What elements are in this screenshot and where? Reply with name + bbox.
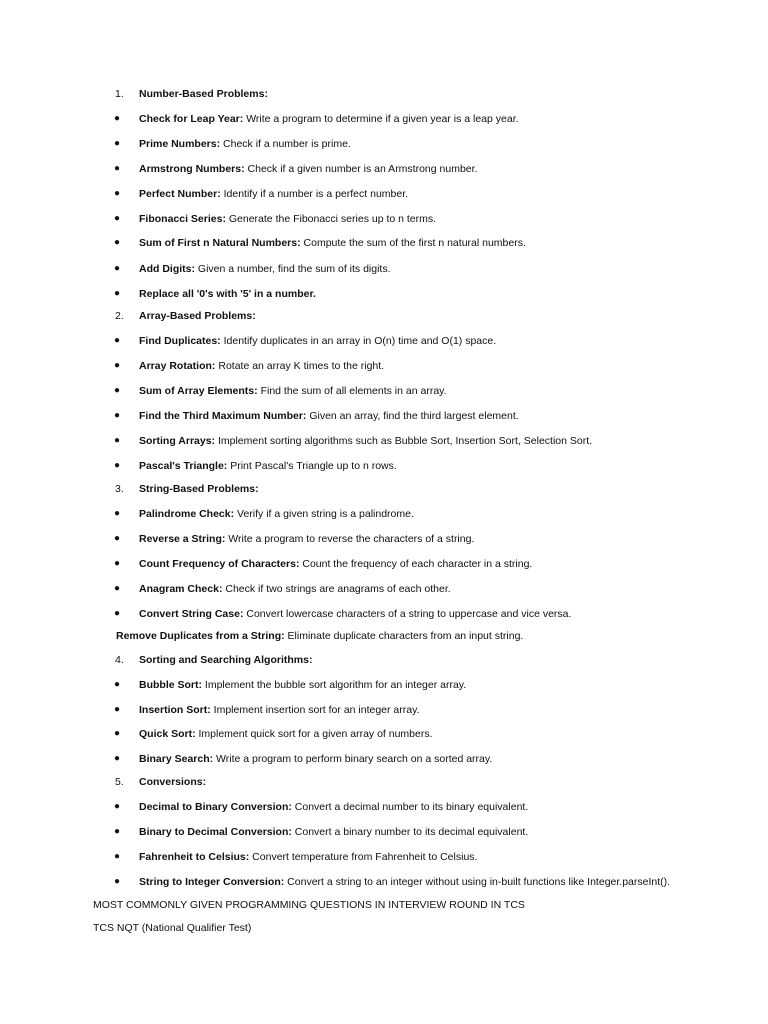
bullet-icon: ● [114, 335, 121, 346]
item-text: Print Pascal's Triangle up to n rows. [227, 460, 397, 472]
bullet-icon: ● [114, 704, 121, 715]
section-heading: Number-Based Problems: [139, 88, 268, 100]
item-label: Count Frequency of Characters: [139, 558, 300, 570]
item-text: Generate the Fibonacci series up to n terms. [225, 213, 437, 225]
item-text: Write a program to reverse the characters of a string. [225, 533, 475, 545]
item-text: Write a program to perform binary search on a sorted array. [213, 753, 493, 765]
item-text: Count the frequency of each character in a string. [299, 558, 533, 570]
bullet-icon: ● [114, 188, 121, 199]
item-label: Binary Search: [139, 753, 214, 765]
bullet-icon: ● [114, 876, 121, 887]
item-text: Convert temperature from Fahrenheit to Celsius. [249, 851, 478, 863]
item-text: Find the sum of all elements in an array. [257, 385, 447, 397]
item-text: Verify if a given string is a palindrome. [234, 508, 414, 520]
bullet-icon: ● [114, 583, 121, 594]
bullet-icon: ● [114, 801, 121, 812]
document-subtitle: TCS NQT (National Qualifier Test) [93, 922, 252, 934]
item-text: Convert lowercase characters of a string to uppercase and vice versa. [243, 608, 572, 620]
item-label: Armstrong Numbers: [139, 163, 245, 175]
item-label: Add Digits: [139, 263, 195, 275]
item-label: Replace all '0's with '5' in a number. [139, 288, 316, 300]
item-label: Fahrenheit to Celsius: [139, 851, 250, 863]
item-text: Convert a binary number to its decimal equivalent. [291, 826, 529, 838]
item-label: Anagram Check: [139, 583, 223, 595]
bullet-icon: ● [114, 237, 121, 248]
item-text: Implement sorting algorithms such as Bubble Sort, Insertion Sort, Selection Sort. [215, 435, 593, 447]
item-label: Perfect Number: [139, 188, 221, 200]
item-text: Convert a decimal number to its binary equivalent. [291, 801, 529, 813]
item-label: Sorting Arrays: [139, 435, 216, 447]
bullet-icon: ● [114, 608, 121, 619]
section-number: 4. [115, 654, 124, 666]
section-number: 1. [115, 88, 124, 100]
item-label: Check for Leap Year: [139, 113, 244, 125]
item-text: Check if a number is prime. [220, 138, 351, 150]
item-label: Fibonacci Series: [139, 213, 226, 225]
loose-item [116, 629, 523, 643]
item-text: Eliminate duplicate characters from an input string. [284, 630, 524, 642]
document-title: MOST COMMONLY GIVEN PROGRAMMING QUESTIONS IN INTERVIEW ROUND IN TCS [93, 899, 525, 911]
bullet-icon: ● [114, 728, 121, 739]
bullet-icon: ● [114, 360, 121, 371]
section-heading: Sorting and Searching Algorithms: [139, 654, 313, 666]
bullet-icon: ● [114, 410, 121, 421]
item-label: Sum of Array Elements: [139, 385, 258, 397]
item-text: Convert a string to an integer without using in-built functions like Integer.parseInt(). [284, 876, 671, 888]
item-text: Given an array, find the third largest element. [306, 410, 519, 422]
bullet-icon: ● [114, 138, 121, 149]
item-label: Insertion Sort: [139, 704, 211, 716]
bullet-icon: ● [114, 385, 121, 396]
bullet-icon: ● [114, 288, 121, 299]
item-label: Palindrome Check: [139, 508, 235, 520]
item-text: Check if a given number is an Armstrong number. [244, 163, 478, 175]
bullet-icon: ● [114, 508, 121, 519]
bullet-icon: ● [114, 460, 121, 471]
item-label: Decimal to Binary Conversion: [139, 801, 292, 813]
bullet-icon: ● [114, 533, 121, 544]
bullet-icon: ● [114, 435, 121, 446]
item-text: Rotate an array K times to the right. [215, 360, 385, 372]
item-label: Bubble Sort: [139, 679, 202, 691]
bullet-icon: ● [114, 679, 121, 690]
bullet-icon: ● [114, 163, 121, 174]
item-label: Array Rotation: [139, 360, 216, 372]
item-text: Implement quick sort for a given array of numbers. [195, 728, 433, 740]
item-label: Reverse a String: [139, 533, 226, 545]
item-text: Identify if a number is a perfect number. [220, 188, 409, 200]
item-label: Sum of First n Natural Numbers: [139, 237, 301, 249]
item-label: Find the Third Maximum Number: [139, 410, 307, 422]
item-text: Implement the bubble sort algorithm for an integer array. [202, 679, 467, 691]
section-number: 3. [115, 483, 124, 495]
item-label: Quick Sort: [139, 728, 196, 740]
item-label: String to Integer Conversion: [139, 876, 285, 888]
item-text: Write a program to determine if a given year is a leap year. [243, 113, 519, 125]
bullet-icon: ● [114, 753, 121, 764]
item-text: Identify duplicates in an array in O(n) time and O(1) space. [220, 335, 497, 347]
bullet-icon: ● [114, 826, 121, 837]
section-number: 2. [115, 310, 124, 322]
item-label: Find Duplicates: [139, 335, 221, 347]
item-text: Compute the sum of the first n natural numbers. [300, 237, 526, 249]
item-label: Convert String Case: [139, 608, 244, 620]
item-label: Pascal's Triangle: [139, 460, 228, 472]
item-label: Prime Numbers: [139, 138, 221, 150]
item-text: Check if two strings are anagrams of each other. [222, 583, 451, 595]
bullet-icon: ● [114, 851, 121, 862]
section-number: 5. [115, 776, 124, 788]
bullet-icon: ● [114, 113, 121, 124]
section-heading: String-Based Problems: [139, 483, 259, 495]
item-label: Binary to Decimal Conversion: [139, 826, 292, 838]
bullet-icon: ● [114, 558, 121, 569]
item-label: Remove Duplicates from a String: [116, 630, 285, 642]
section-heading: Array-Based Problems: [139, 310, 256, 322]
item-text: Given a number, find the sum of its digits. [195, 263, 391, 275]
bullet-icon: ● [114, 263, 121, 274]
bullet-icon: ● [114, 213, 121, 224]
section-heading: Conversions: [139, 776, 207, 788]
item-text: Implement insertion sort for an integer array. [210, 704, 420, 716]
